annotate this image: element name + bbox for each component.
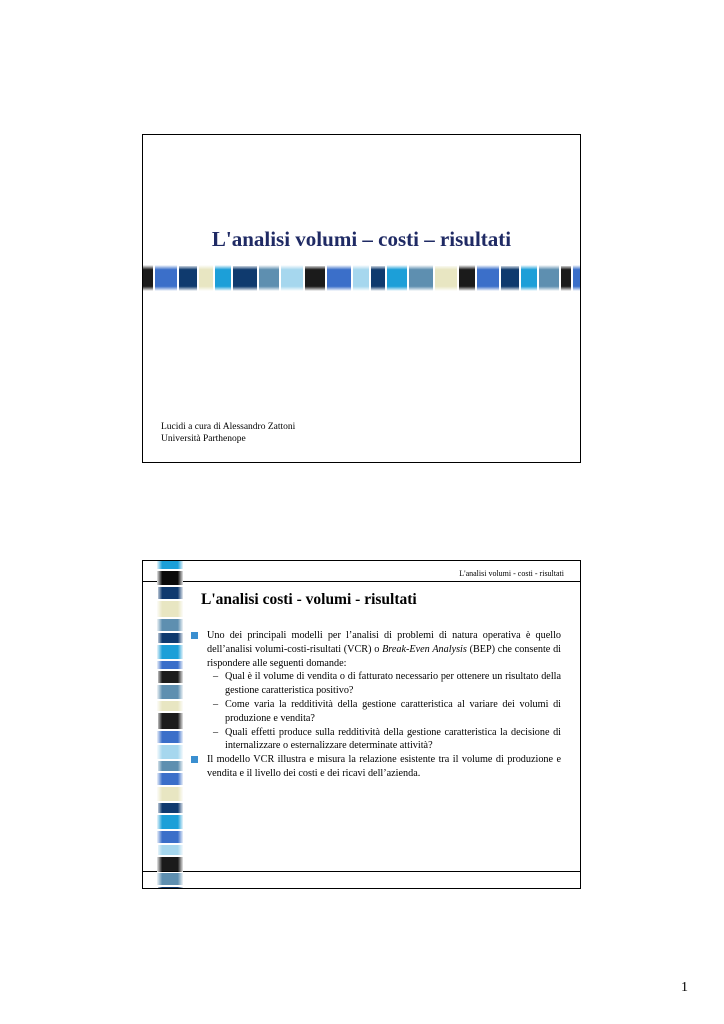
dash-icon: – [213,698,219,710]
decorative-stripe-horizontal [143,265,581,291]
bullet-item [189,753,561,781]
sub-bullet-item [189,698,561,726]
slide-title: L'analisi volumi – costi – risultati [211,227,512,251]
content-slide [142,560,581,889]
slide-title: L'analisi costi - volumi - risultati [201,591,417,608]
sub-bullet-text: Quali effetti produce sulla redditività della gestione caratteristica la decisione di internalizzare o esternalizzare determinate attività? [225,726,561,752]
bullet-text: Uno dei principali modelli per l’analisi di problemi di natura operativa è quello dell’analisi volumi-costi-risultati (VCR) o [207,630,561,655]
bullet-item [189,629,561,670]
slide-content [189,629,561,781]
sub-bullet-text: Qual è il volume di vendita o di fatturato necessario per ottenere un risultato della gestione caratteristica positivo? [225,671,561,697]
author-info [161,421,295,445]
page-number: 1 [681,980,688,995]
bullet-italic-text: Break-Even Analysis [382,643,467,655]
sub-bullet-text: Come varia la redditività della gestione caratteristica al variare dei volumi di produzione e vendita? [225,698,561,724]
sub-bullet-item [189,670,561,698]
header-divider [143,581,580,582]
square-bullet-icon [191,632,198,639]
university-name: Università Parthenope [161,434,246,444]
sub-bullet-item [189,726,561,754]
dash-icon: – [213,671,219,683]
author-name: Lucidi a cura di Alessandro Zattoni [161,422,296,432]
square-bullet-icon [191,756,198,763]
decorative-stripe-vertical [157,561,183,889]
dash-icon: – [213,726,219,738]
slide-header: L'analisi volumi - costi - risultati [459,569,564,578]
title-slide [142,134,581,463]
bullet-text: (BEP) che consente di rispondere alle seguenti domande: [207,643,561,669]
bullet-text: Il modello VCR illustra e misura la relazione esistente tra il volume di produzione e vendita e il livello dei costi e dei ricavi dell’azienda. [207,754,561,779]
footer-divider [143,871,580,872]
